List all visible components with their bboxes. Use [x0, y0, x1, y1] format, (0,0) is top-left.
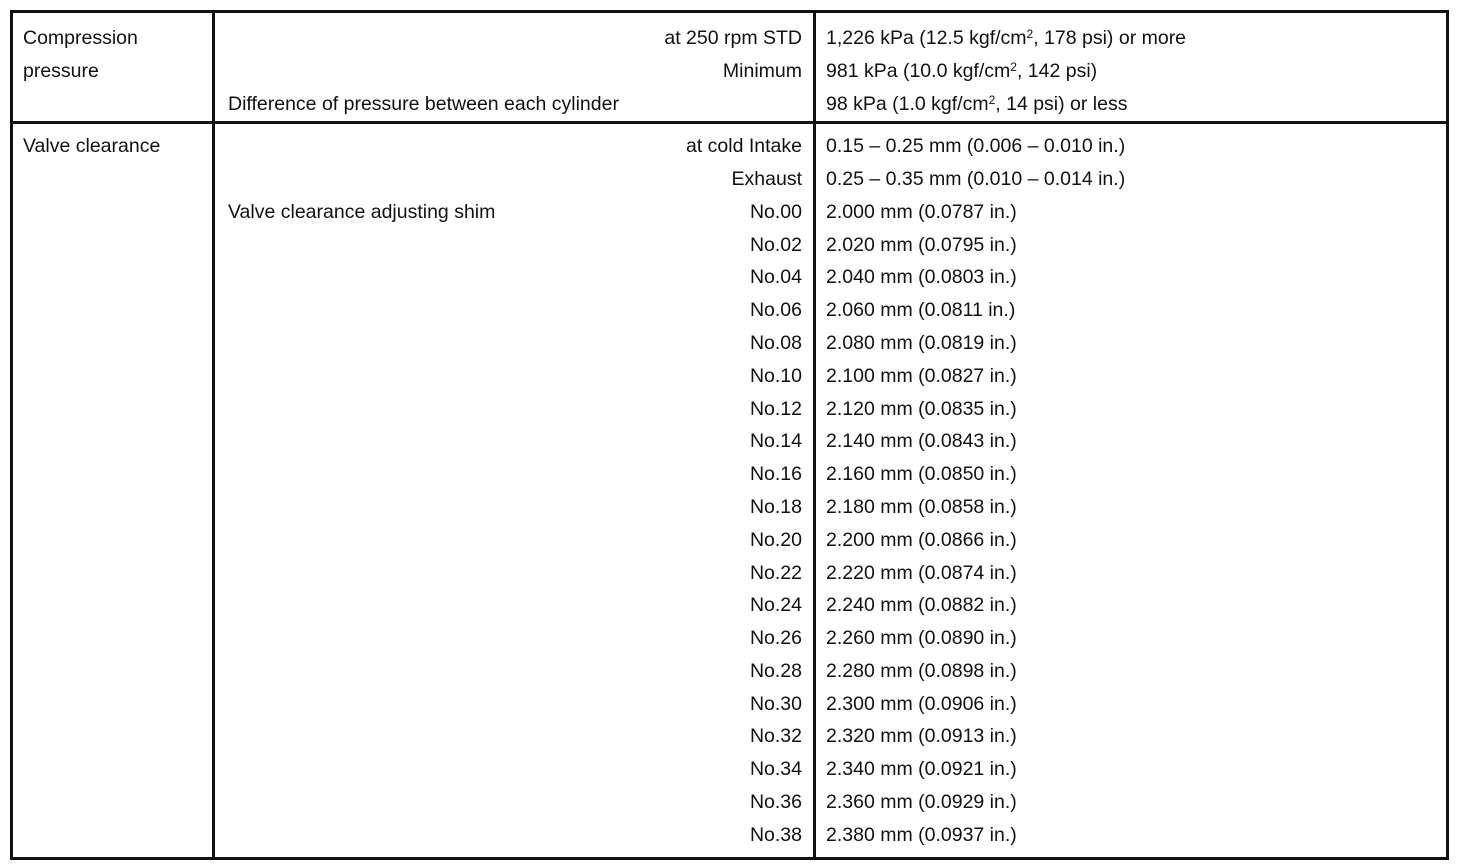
shim-value: 2.060 mm (0.0811 in.)	[826, 299, 1016, 321]
column-divider-1	[212, 10, 215, 857]
shim-value: 2.340 mm (0.0921 in.)	[826, 758, 1017, 780]
shim-number: No.24	[749, 594, 802, 616]
shim-value: 2.360 mm (0.0929 in.)	[826, 791, 1017, 813]
shim-number: No.04	[749, 266, 802, 288]
compression-diff-value: 98 kPa (1.0 kgf/$cm^2$, 14 psi) or less	[826, 93, 1128, 115]
shim-value: 2.260 mm (0.0890 in.)	[826, 627, 1017, 649]
shim-number: No.30	[749, 693, 802, 715]
compression-std-value: 1,226 kPa (12.5 kgf/$cm^2$, 178 psi) or more	[826, 27, 1187, 49]
valve-exhaust-label: Exhaust	[731, 168, 802, 190]
shim-value: 2.120 mm (0.0835 in.)	[826, 398, 1017, 420]
shim-number: No.26	[749, 627, 802, 649]
shim-value: 2.160 mm (0.0850 in.)	[826, 463, 1017, 485]
shim-value: 2.080 mm (0.0819 in.)	[826, 332, 1017, 354]
shim-number: No.18	[749, 496, 802, 518]
shim-number: No.38	[749, 824, 802, 846]
shim-value: 2.240 mm (0.0882 in.)	[826, 594, 1017, 616]
shim-number: No.08	[749, 332, 802, 354]
shim-number: No.10	[749, 365, 802, 387]
shim-value: 2.140 mm (0.0843 in.)	[826, 430, 1017, 452]
valve-exhaust-value: 0.25 – 0.35 mm (0.010 – 0.014 in.)	[826, 168, 1126, 190]
valve-clearance-label: Valve clearance	[23, 135, 161, 157]
shim-value: 2.180 mm (0.0858 in.)	[826, 496, 1017, 518]
shim-number: No.00	[749, 201, 802, 223]
shim-number: No.12	[749, 398, 802, 420]
shim-value: 2.280 mm (0.0898 in.)	[826, 660, 1017, 682]
shim-value: 2.020 mm (0.0795 in.)	[826, 234, 1017, 256]
shim-value: 2.300 mm (0.0906 in.)	[826, 693, 1017, 715]
shim-value: 2.220 mm (0.0874 in.)	[826, 562, 1017, 584]
shim-value: 2.000 mm (0.0787 in.)	[826, 201, 1017, 223]
compression-std-condition: at 250 rpm STD	[664, 27, 802, 49]
shim-number: No.34	[749, 758, 802, 780]
compression-min-label: Minimum	[722, 60, 802, 82]
shim-number: No.32	[749, 725, 802, 747]
shim-number: No.22	[749, 562, 802, 584]
valve-intake-label: at cold Intake	[686, 135, 802, 157]
shim-value: 2.320 mm (0.0913 in.)	[826, 725, 1017, 747]
valve-shim-label: Valve clearance adjusting shim	[228, 201, 496, 223]
compression-diff-label: Difference of pressure between each cylinder	[228, 93, 619, 115]
shim-number: No.20	[749, 529, 802, 551]
column-divider-2	[813, 10, 816, 857]
shim-number: No.06	[749, 299, 802, 321]
shim-value: 2.040 mm (0.0803 in.)	[826, 266, 1017, 288]
shim-number: No.28	[749, 660, 802, 682]
shim-number: No.14	[749, 430, 802, 452]
compression-label-line2: pressure	[23, 60, 99, 82]
shim-number: No.02	[749, 234, 802, 256]
shim-number: No.36	[749, 791, 802, 813]
shim-number: No.16	[749, 463, 802, 485]
compression-min-value: 981 kPa (10.0 kgf/$cm^2$, 142 psi)	[826, 60, 1098, 82]
compression-label-line1: Compression	[23, 27, 138, 49]
shim-value: 2.380 mm (0.0937 in.)	[826, 824, 1017, 846]
shim-value: 2.200 mm (0.0866 in.)	[826, 529, 1017, 551]
valve-intake-value: 0.15 – 0.25 mm (0.006 – 0.010 in.)	[826, 135, 1126, 157]
shim-value: 2.100 mm (0.0827 in.)	[826, 365, 1017, 387]
row-divider	[10, 121, 1446, 124]
